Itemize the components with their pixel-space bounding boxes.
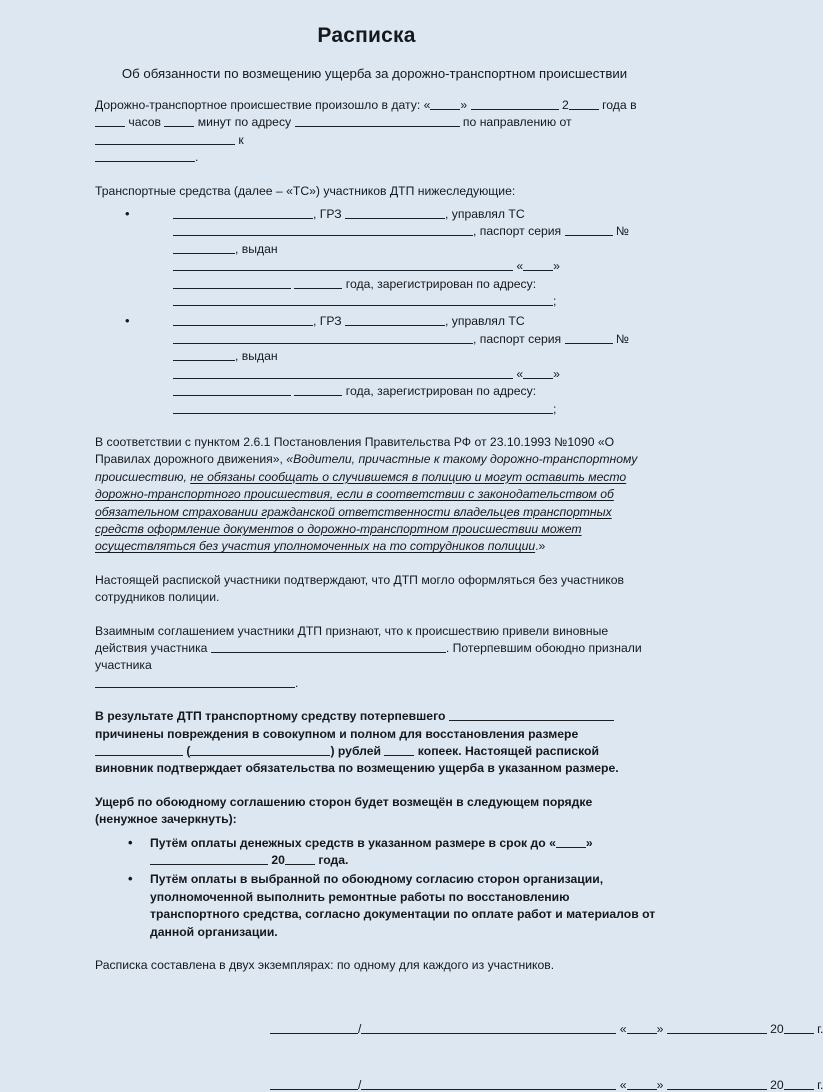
vehicle-plate-blank bbox=[345, 206, 445, 219]
issue-year-blank bbox=[294, 276, 342, 289]
signature-blank bbox=[270, 1022, 358, 1034]
signature-year-prefix: 20 bbox=[766, 1078, 784, 1092]
passport-issuer-blank bbox=[173, 258, 513, 271]
fault-paragraph bbox=[95, 623, 658, 693]
vehicle-part-9: года, зарегистрирован по адресу: bbox=[342, 276, 537, 291]
address-blank bbox=[295, 114, 460, 127]
payment-day-blank bbox=[556, 835, 586, 848]
bullet1-text-2: » bbox=[585, 835, 593, 850]
vehicle-part-6: « bbox=[513, 366, 524, 381]
damage-text-4: ) рублей bbox=[330, 744, 385, 758]
payment-year-blank bbox=[285, 852, 315, 865]
fault-text-3: . bbox=[295, 675, 299, 690]
damage-kopecks-blank bbox=[384, 743, 414, 756]
vehicle-part-7: » bbox=[553, 259, 560, 274]
bullet1-text-3: 20 bbox=[268, 853, 285, 868]
intro-text-6: минут по адресу bbox=[194, 115, 295, 130]
registered-address-blank bbox=[173, 401, 553, 414]
page-title: Расписка bbox=[317, 24, 416, 47]
day-blank bbox=[430, 97, 460, 110]
order-heading: Ущерб по обоюдному соглашению сторон будет возмещён в следующем порядке (ненужное зачеркнуть): bbox=[95, 794, 593, 827]
vehicle-part-1: , ГРЗ bbox=[313, 314, 345, 329]
signature-blank bbox=[270, 1078, 358, 1090]
vehicle-part-4: № bbox=[612, 224, 630, 239]
signature-quote-close: » bbox=[656, 1078, 667, 1092]
fault-text-2: . Потерпевшим обоюдно признали участника bbox=[95, 640, 642, 673]
bullet1-text-4: года. bbox=[314, 853, 349, 868]
year-blank bbox=[569, 97, 599, 110]
hours-blank bbox=[95, 114, 125, 127]
direction-from-blank bbox=[95, 132, 235, 145]
signature-block bbox=[95, 1022, 823, 1092]
passport-series-blank bbox=[565, 223, 613, 236]
intro-text-9: . bbox=[195, 150, 199, 165]
vehicle-model-blank bbox=[173, 313, 313, 326]
legal-quote-open: «Водители, причастные к такому дорожно-транспортному происшествию, bbox=[95, 452, 638, 484]
driver-name-blank bbox=[173, 331, 473, 344]
signature-day-blank bbox=[627, 1078, 657, 1090]
damage-amount-words-blank bbox=[190, 743, 330, 756]
signature-quote-open: « bbox=[619, 1078, 627, 1092]
vehicle-part-9: года, зарегистрирован по адресу: bbox=[342, 384, 537, 399]
vehicle-part-10: ; bbox=[553, 294, 557, 309]
damage-text-5: копеек. Настоящей распиской виновник подтверждает обязательства по возмещению ущерба в указанном размере. bbox=[95, 744, 619, 776]
signatory-name-blank bbox=[361, 1022, 616, 1034]
month-blank bbox=[471, 97, 559, 110]
damage-amount-blank bbox=[95, 743, 183, 756]
vehicle-part-2: , управлял ТС bbox=[444, 314, 525, 329]
vehicle-part-10: ; bbox=[553, 401, 557, 416]
intro-text-3: 2 bbox=[558, 98, 569, 112]
passport-number-blank bbox=[173, 241, 235, 254]
signature-row bbox=[270, 1078, 823, 1092]
issue-year-blank bbox=[294, 383, 342, 396]
bullet1-text-1: Путём оплаты денежных средств в указанном размере в срок до « bbox=[150, 835, 556, 850]
vehicle-part-4: № bbox=[612, 331, 630, 346]
driver-name-blank bbox=[173, 223, 473, 236]
signature-quote-close: » bbox=[656, 1022, 667, 1037]
payment-month-blank bbox=[150, 852, 268, 865]
damage-paragraph bbox=[95, 708, 658, 778]
damage-text-1: В результате ДТП транспортному средству потерпевшего bbox=[95, 709, 449, 724]
minutes-blank bbox=[164, 114, 194, 127]
passport-issuer-blank bbox=[173, 366, 513, 379]
issue-month-blank bbox=[173, 276, 291, 289]
confirmation-paragraph: Настоящей распиской участники подтверждают, что ДТП могло оформляться без участников сотрудников полиции. bbox=[95, 572, 625, 605]
vehicle-part-7: » bbox=[553, 366, 560, 381]
signature-year-suffix: г. bbox=[813, 1078, 823, 1092]
damage-text-2: причинены повреждения в совокупном и полном для восстановления размере bbox=[95, 726, 579, 741]
signature-year-suffix: г. bbox=[813, 1022, 823, 1037]
payment-order-list bbox=[95, 835, 658, 941]
list-item bbox=[95, 835, 658, 870]
intro-text-2: » bbox=[460, 98, 471, 112]
intro-text-7: по направлению от bbox=[459, 115, 572, 130]
vehicle-part-1: , ГРЗ bbox=[313, 207, 345, 222]
vehicle-part-5: , выдан bbox=[235, 241, 278, 256]
signature-year-blank bbox=[784, 1078, 814, 1090]
list-item bbox=[95, 206, 658, 310]
damage-text-3: ( bbox=[183, 744, 191, 758]
document-subtitle: Об обязанности по возмещению ущерба за дорожно-транспортном происшествии bbox=[121, 66, 628, 81]
legal-citation-paragraph bbox=[95, 434, 658, 556]
passport-number-blank bbox=[173, 348, 235, 361]
victim-participant-blank bbox=[95, 675, 295, 688]
signature-row bbox=[270, 1022, 823, 1037]
issue-day-blank bbox=[523, 366, 553, 379]
incident-details-paragraph bbox=[95, 97, 658, 167]
signature-year-prefix: 20 bbox=[766, 1022, 784, 1037]
closing-paragraph: Расписка составлена в двух экземплярах: по одному для каждого из участников. bbox=[95, 958, 555, 973]
fault-text-1: Взаимным соглашением участники ДТП признают, что к происшествию привели виновные действия участника bbox=[95, 623, 609, 655]
signature-quote-open: « bbox=[619, 1022, 627, 1037]
signature-slash: / bbox=[358, 1078, 362, 1092]
intro-text-5: часов bbox=[125, 115, 165, 130]
signature-slash: / bbox=[358, 1022, 362, 1037]
guilty-participant-blank bbox=[211, 640, 446, 653]
signature-month-blank bbox=[667, 1022, 767, 1034]
intro-text-4: года в bbox=[598, 98, 637, 112]
vehicle-part-3: , паспорт серия bbox=[473, 331, 565, 346]
passport-series-blank bbox=[565, 331, 613, 344]
vehicles-list bbox=[95, 206, 658, 418]
legal-lead: В соответствии с пунктом 2.6.1 Постановления Правительства РФ от 23.10.1993 №1090 «О Правилах дорожного движения», bbox=[95, 434, 615, 467]
vehicles-lead: Транспортные средства (далее – «ТС») участников ДТП нижеследующие: bbox=[95, 183, 516, 198]
intro-text-1: Дорожно-транспортное происшествие произошло в дату: « bbox=[95, 98, 431, 112]
registered-address-blank bbox=[173, 293, 553, 306]
vehicle-part-6: « bbox=[513, 259, 524, 274]
victim-vehicle-blank bbox=[449, 708, 614, 721]
vehicle-part-3: , паспорт серия bbox=[473, 224, 565, 239]
issue-month-blank bbox=[173, 383, 291, 396]
vehicle-part-5: , выдан bbox=[235, 349, 278, 364]
list-item bbox=[95, 313, 658, 417]
vehicle-part-2: , управлял ТС bbox=[444, 207, 525, 222]
legal-quote-close: .» bbox=[535, 539, 546, 554]
list-item: • Путём оплаты в выбранной по обоюдному согласию сторон организации, уполномоченной выполнить ремонтные работы по восстановлению транспортного средства, согласно документации по оплате работ и материалов от данной организации. bbox=[95, 871, 658, 941]
signature-year-blank bbox=[784, 1022, 814, 1034]
vehicle-model-blank bbox=[173, 206, 313, 219]
signature-day-blank bbox=[627, 1022, 657, 1034]
direction-to-blank bbox=[95, 149, 195, 162]
intro-text-8: к bbox=[235, 132, 244, 147]
signatory-name-blank bbox=[361, 1078, 616, 1090]
legal-quote-underlined: не обязаны сообщать о случившемся в полицию и могут оставить место дорожно-транспортного происшествия, если в соответствии с законодательством об обязательном страховании гражданской ответственности владельцев транспортных средств оформление документов о дорожно-транспортном происшествии может осуществляться без участия уполномоченных на то сотрудников полиции bbox=[95, 469, 627, 554]
vehicle-plate-blank bbox=[345, 313, 445, 326]
signature-month-blank bbox=[667, 1078, 767, 1090]
issue-day-blank bbox=[523, 258, 553, 271]
